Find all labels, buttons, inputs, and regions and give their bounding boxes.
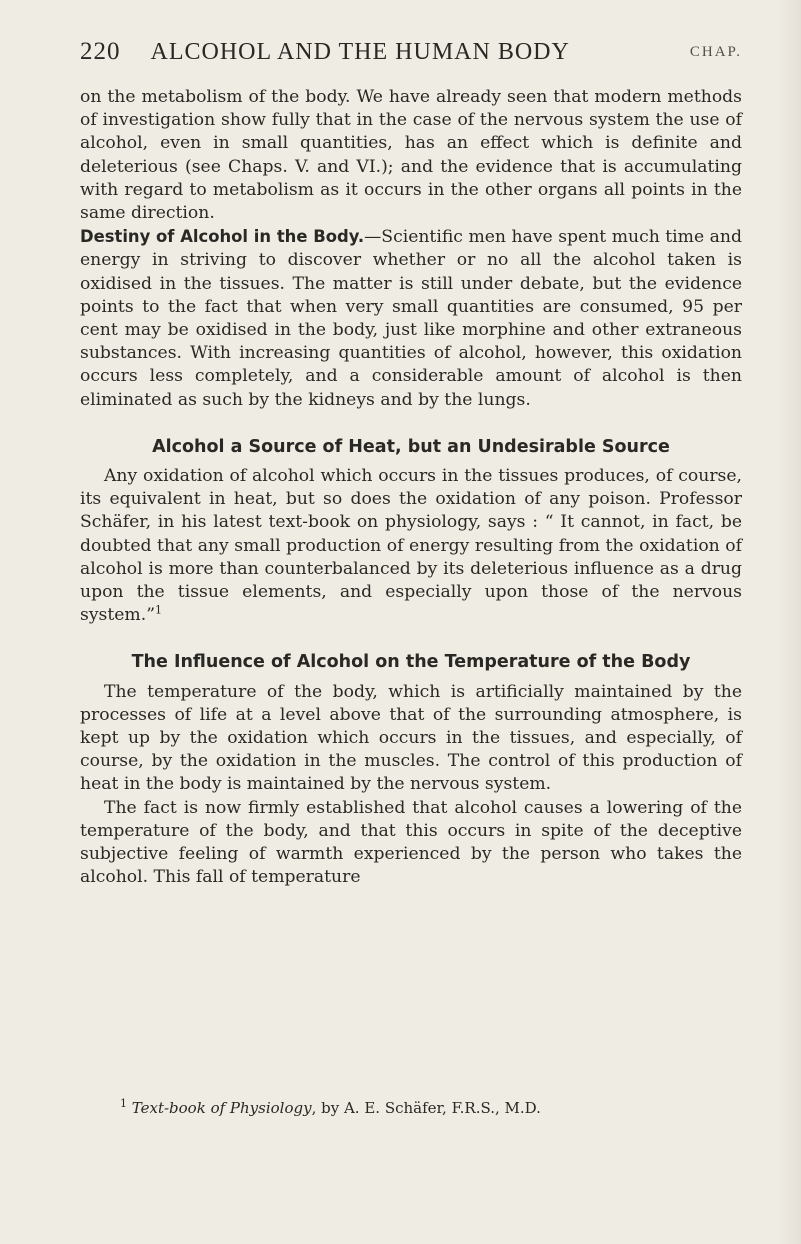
paragraph-temperature: The temperature of the body, which is artificially maintained by the processes of life at a level above that of the surrounding atmosphere, is kept up by the oxidation which occurs in the tissues, and especially, of course, by the oxidation in the muscles. The control of this production of heat in the body is maintained by the nervous system. <box>80 681 742 795</box>
section-heading-temperature: The Influence of Alcohol on the Temperature of the Body <box>131 652 691 673</box>
footnote-reference: 1 <box>154 603 162 617</box>
footnote-author: , by A. E. Schäfer, F.R.S., M.D. <box>311 1099 541 1117</box>
chapter-label: CHAP. <box>689 43 742 60</box>
paragraph-destiny <box>80 225 742 412</box>
footnote-book-title: Text-book of Physiology <box>131 1099 312 1117</box>
running-head <box>80 34 742 70</box>
paragraph-lowering: The fact is now firmly established that alcohol causes a lowering of the temperature of the body, and that this occurs in spite of the deceptive subjective feeling of warmth experienced by the person who takes the alcohol. This fall of temperature <box>80 797 742 888</box>
page-number: 220 <box>80 38 121 65</box>
footnote-marker: 1 <box>120 1097 127 1110</box>
paragraph-destiny-text: —Scientific men have spent much time and energy in striving to discover whether or no all the alcohol taken is oxidised in the tissues. The matter is still under debate, but the evidence points to the fact that when very small quantities are consumed, 95 per cent may be oxidised in the body, just like morphine and other extraneous substances. With increasing quantities of alcohol, however, this oxidation occurs less completely, and a considerable amount of alcohol is then eliminated as such by the kidneys and by the lungs. <box>80 227 742 410</box>
paragraph-metabolism: on the metabolism of the body. We have already seen that modern methods of investigation show fully that in the case of the nervous system the use of alcohol, even in small quantities, has an effect which is definite and deleterious (see Chaps. V. and VI.); and the evidence that is accumulating with regard to metabolism as it occurs in the other organs all points in the same direction. <box>80 87 742 224</box>
paragraph-oxidation-text: Any oxidation of alcohol which occurs in the tissues produces, of course, its equivalent in heat, but so does the oxidation of any poison. Professor Schäfer, in his latest text-book on physiology, says : “ It cannot, in fact, be doubted that any small production of energy resulting from the oxidation of alcohol is more than counterbalanced by its deleterious influence as a drug upon the tissue elements, and especially upon those of the nervous system.” <box>80 466 742 626</box>
footnote <box>120 1098 742 1118</box>
page-edge-shadow <box>777 0 801 1244</box>
run-in-heading: Destiny of Alcohol in the Body. <box>80 227 365 247</box>
body-text <box>80 86 742 890</box>
book-title: ALCOHOL AND THE HUMAN BODY <box>150 38 570 65</box>
paragraph-oxidation <box>80 465 742 627</box>
section-heading-heat-source: Alcohol a Source of Heat, but an Undesirable Source <box>152 436 670 457</box>
